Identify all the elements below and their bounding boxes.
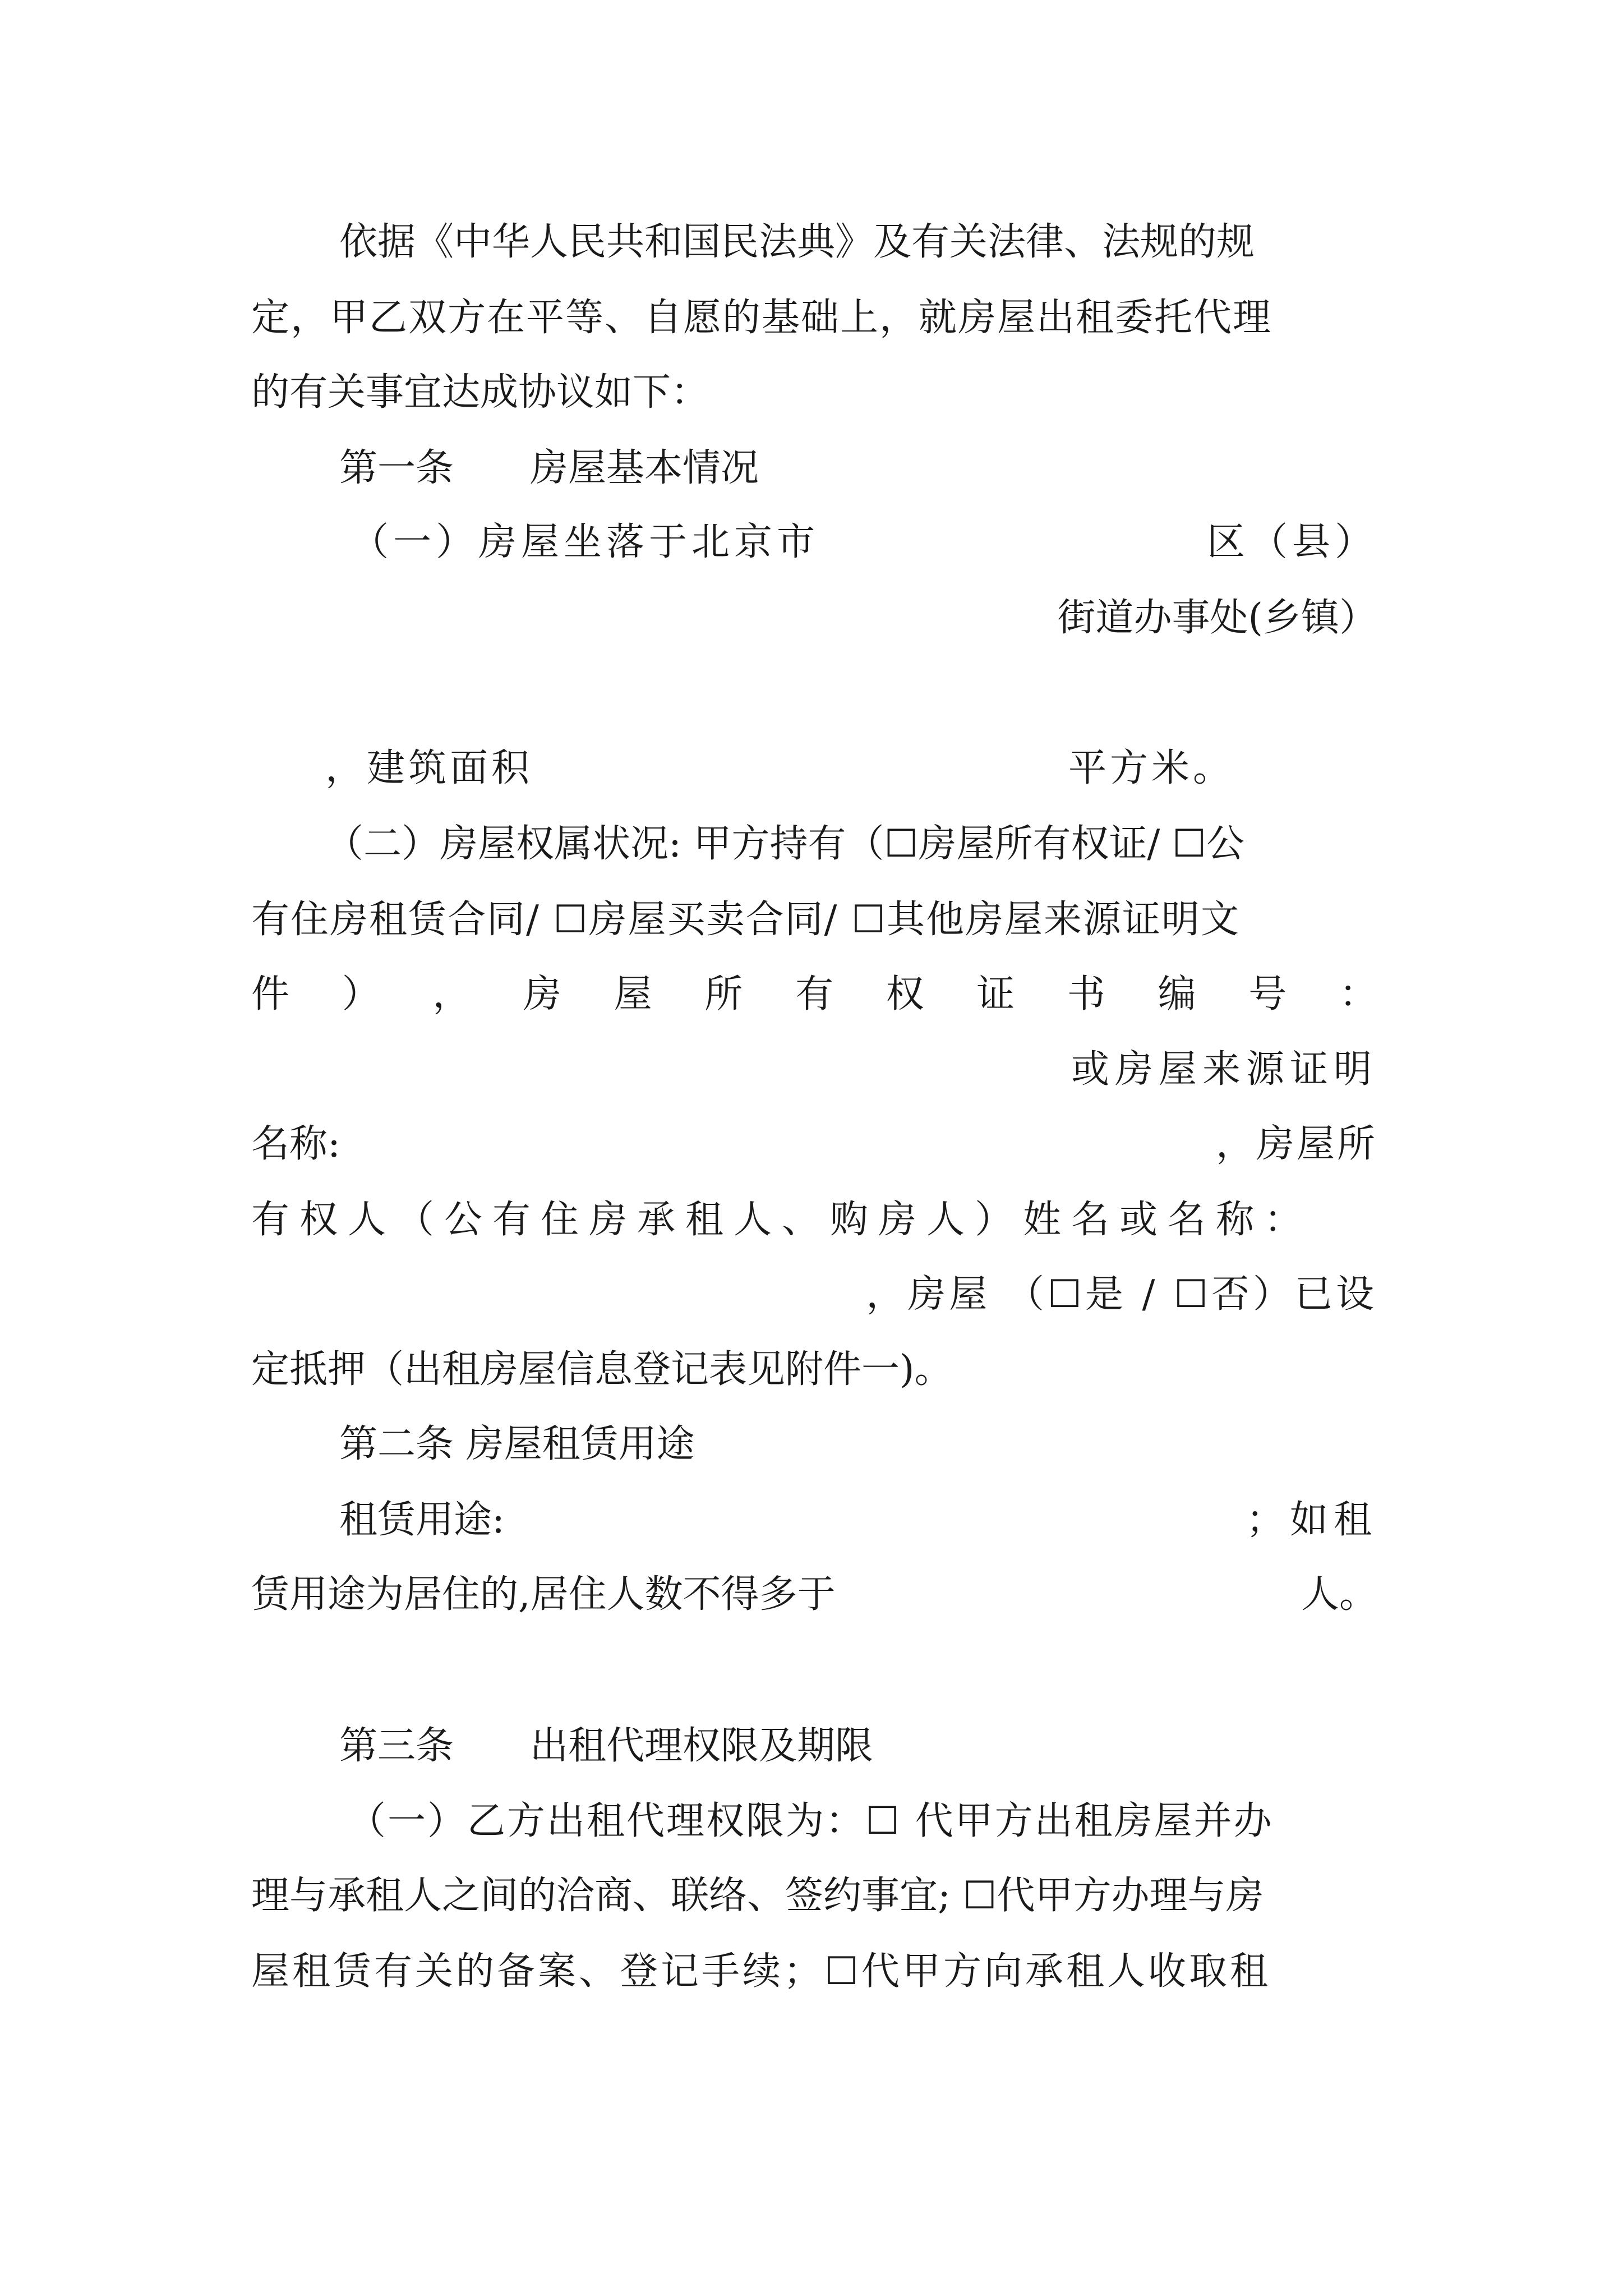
article-1-item-2-line-3 [251,969,1377,1020]
article-2-occupancy-label: 赁用途为居住的,居住人数不得多于 [251,1572,836,1617]
spread-char: 号 [1248,972,1287,1016]
article-1-building-area-label: ，建筑面积 [325,746,533,790]
spread-char: ， [432,972,471,1016]
spread-char: 件 [251,972,290,1016]
article-1-item-2-name-label: 名称: [251,1122,340,1166]
article-1-item-2-line-8: 定抵押（出租房屋信息登记表见附件一)。 [251,1347,953,1392]
article-2-heading: 第二条 房屋租赁用途 [339,1422,695,1466]
article-3-line-2: 理与承租人之间的洽商、联络、签约事宜; ☐代甲方办理与房 [251,1874,1264,1918]
spread-char: 有 [795,972,833,1016]
article-1-area-unit: 平方米。 [1068,746,1235,790]
spread-char: 书 [1067,972,1105,1016]
spread-char: 屋 [614,972,652,1016]
article-1-item-1-location: （一）房屋坐落于北京市 [351,520,820,564]
preamble-line-1: 依据《中华人民共和国民法典》及有关法律、法规的规 [339,220,1255,264]
spread-char: 编 [1158,972,1196,1016]
article-3-line-1: （一）乙方出租代理权限为：☐ 代甲方出租房屋并办 [348,1799,1274,1843]
article-2-purpose-end: ；如租 [1246,1498,1377,1542]
article-1-item-2-line-4: 或房屋来源证明 [1071,1047,1377,1092]
spread-char: 权 [886,972,924,1016]
article-1-item-2-line-2: 有住房租赁合同/ ☐房屋买卖合同/ ☐其他房屋来源证明文 [251,898,1240,942]
article-1-item-1-district: 区（县） [1206,520,1377,564]
spread-char: 证 [976,972,1015,1016]
article-1-item-2-line-6: 有权人（公有住房承租人、购房人）姓名或名称： [251,1198,1313,1242]
article-1-item-2-owner-start: ，房屋所 [1215,1122,1377,1166]
preamble-line-2: 定，甲乙双方在平等、自愿的基础上，就房屋出租委托代理 [251,296,1272,340]
article-2-occupancy-unit: 人。 [1301,1572,1377,1617]
article-1-item-2-mortgage: ，房屋 （☐是 / ☐否）已设 [866,1272,1377,1317]
spread-char: ） [342,972,380,1016]
spread-char: ： [1339,972,1377,1016]
article-1-item-2-line-1: （二）房屋权属状况: 甲方持有（☐房屋所有权证/ ☐公 [325,822,1244,866]
preamble-line-3: 的有关事宜达成协议如下： [251,370,709,415]
article-1-item-1-street: 街道办事处(乡镇） [1057,596,1377,640]
article-1-heading: 第一条 房屋基本情况 [339,446,759,490]
article-3-line-3: 屋租赁有关的备案、登记手续；☐代甲方向承租人收取租 [251,1949,1271,1994]
article-3-heading: 第三条 出租代理权限及期限 [339,1724,874,1768]
spread-char: 房 [523,972,561,1016]
spread-char: 所 [704,972,743,1016]
article-2-purpose-label: 租赁用途: [339,1498,505,1542]
